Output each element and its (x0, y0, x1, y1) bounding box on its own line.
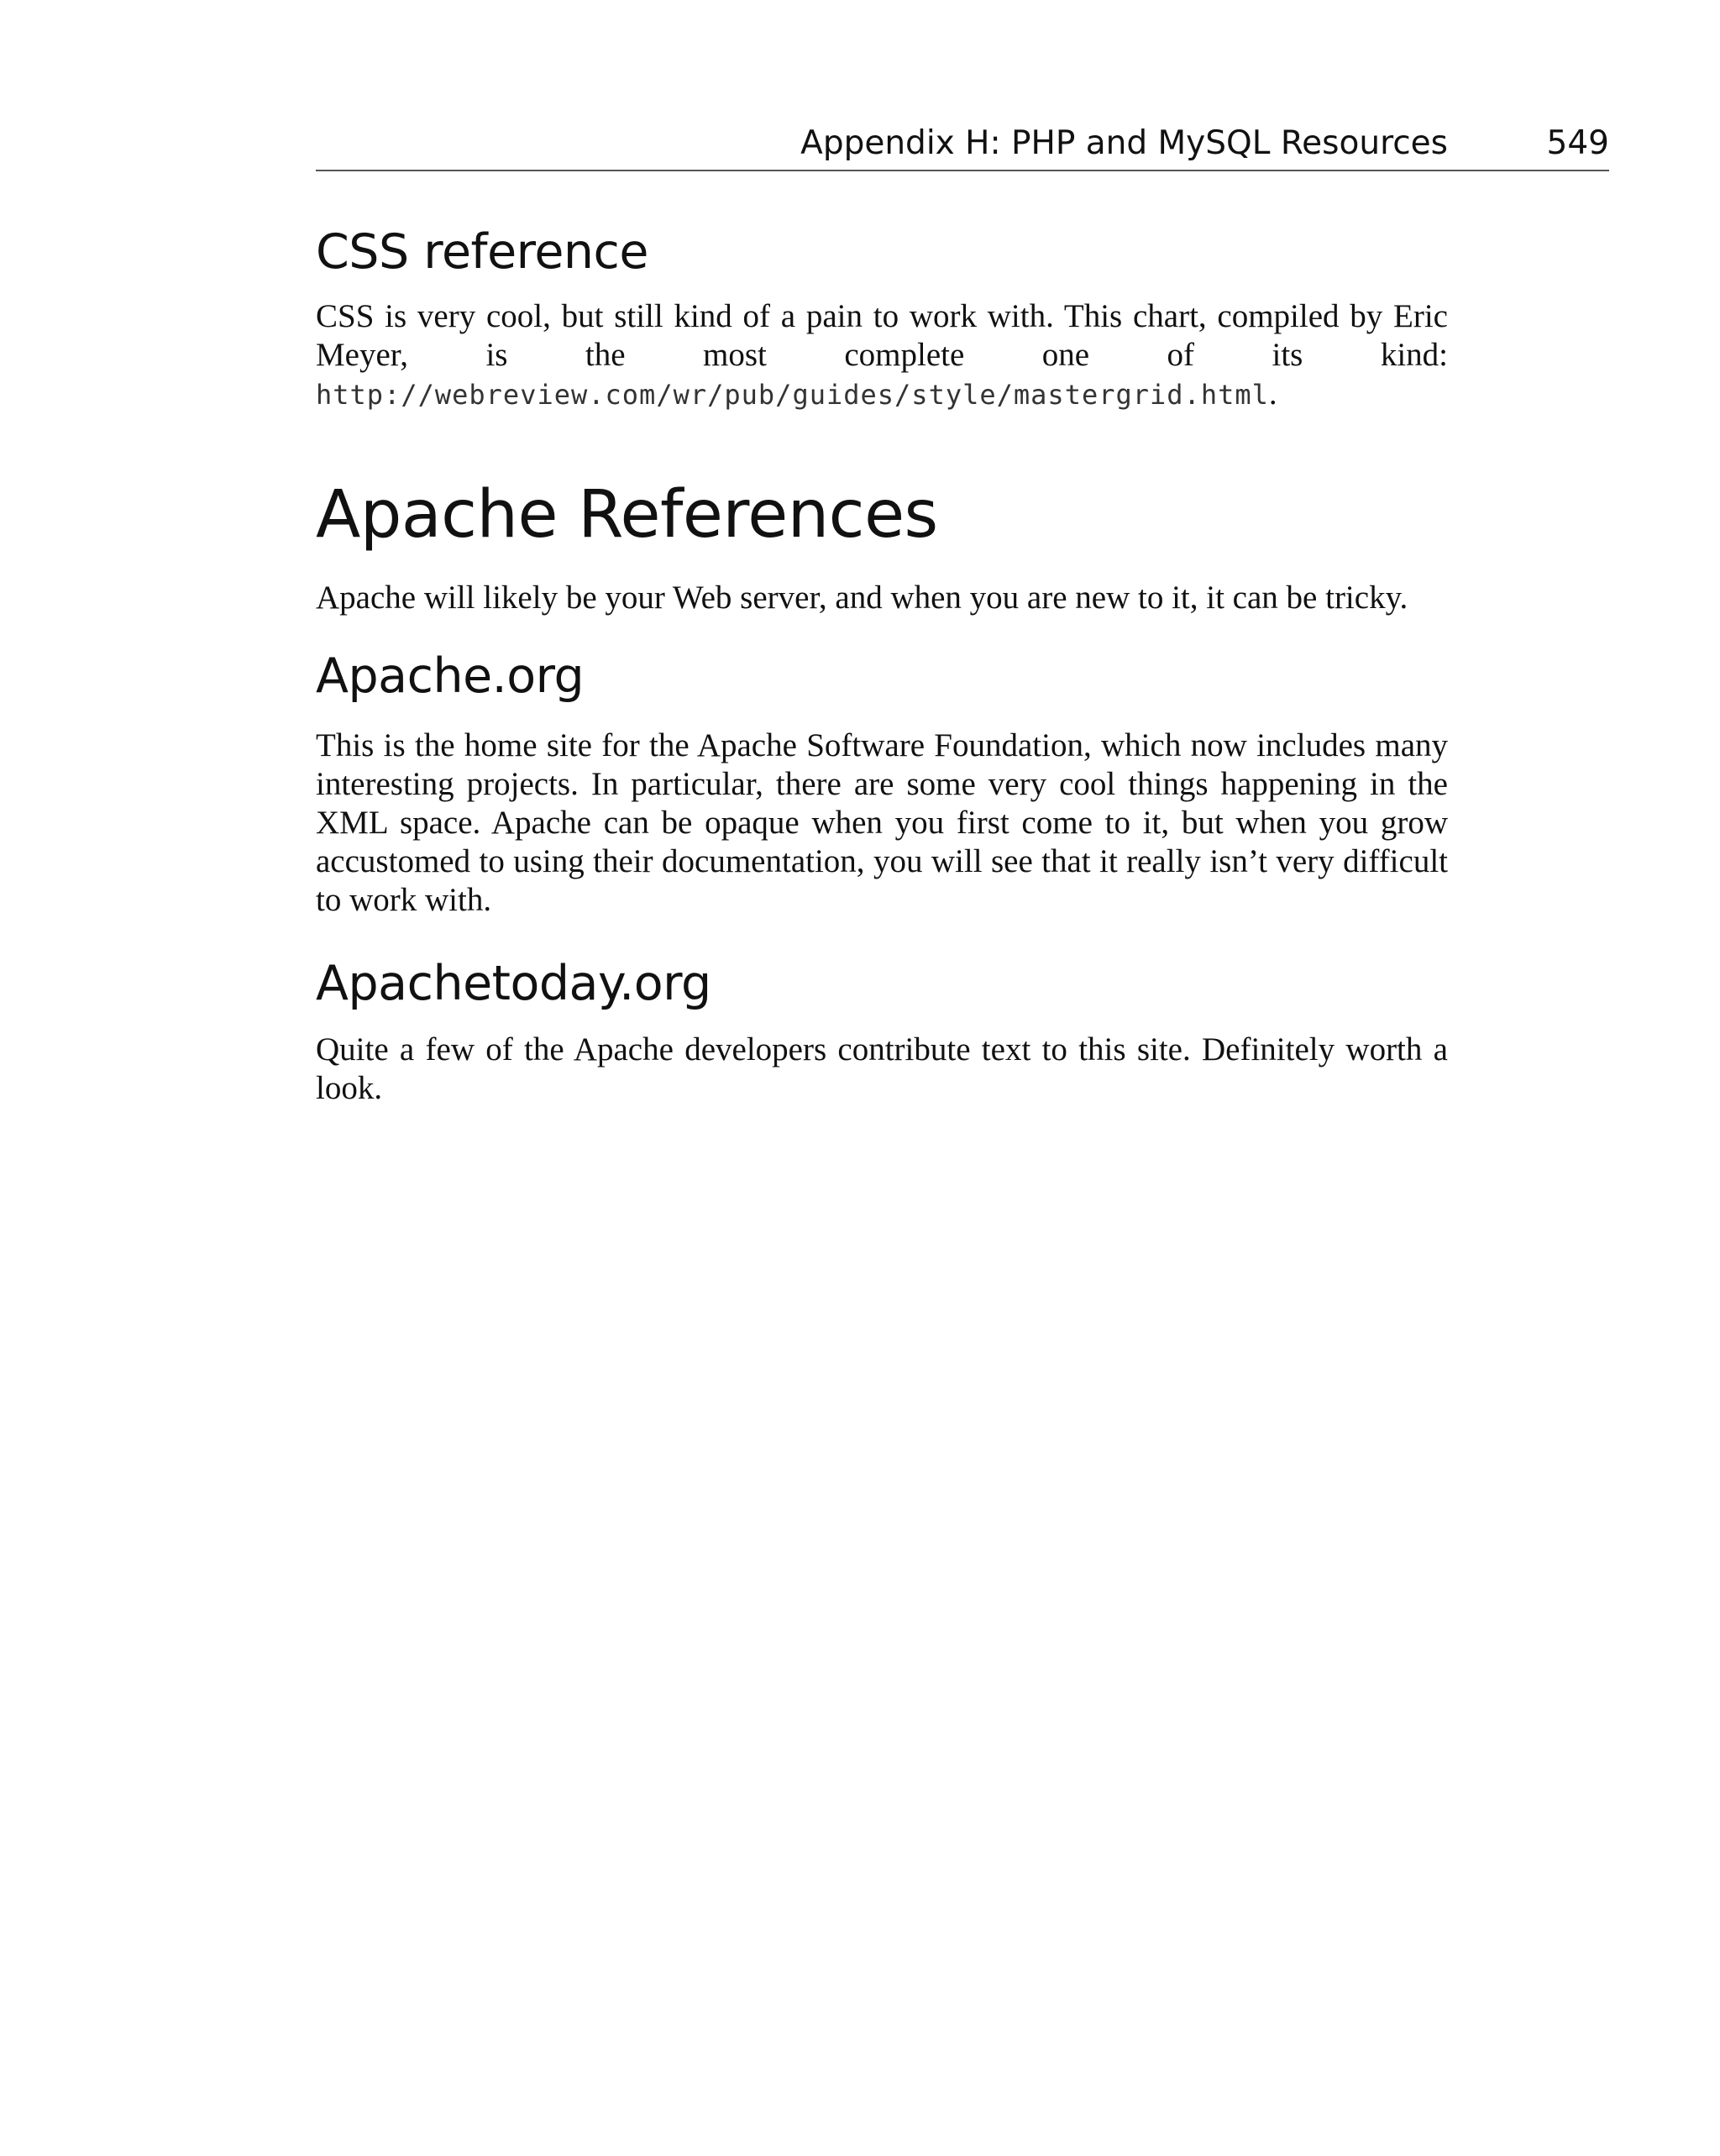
css-reference-heading: CSS reference (316, 224, 648, 280)
apachetoday-org-paragraph: Quite a few of the Apache developers contribute text to this site. Definitely worth a look. (316, 1031, 1448, 1106)
running-title: Appendix H: PHP and MySQL Resources (800, 124, 1448, 162)
page-number: 549 (1546, 124, 1609, 162)
apachetoday-org-heading: Apachetoday.org (316, 956, 711, 1011)
apache-org-heading: Apache.org (316, 648, 585, 704)
css-reference-text: CSS is very cool, but still kind of a pain to work with. This chart, compiled by Eric Meyer, is the most complete one of its kind: (316, 298, 1448, 373)
page-content (316, 220, 1448, 1108)
css-reference-paragraph (316, 297, 1448, 414)
apache-references-heading: Apache References (316, 477, 938, 553)
page-header (316, 118, 1609, 171)
css-reference-text-end: . (1268, 375, 1277, 412)
apache-org-paragraph: This is the home site for the Apache Software Foundation, which now includes many interesting projects. In particular, there are some very cool things happening in the XML space. Apache can be opaque when you first come to it, but when you grow accustomed to using their documentation, you will see that it really isn’t very difficult to work with. (316, 727, 1448, 918)
mastergrid-url-link[interactable]: http://webreview.com/wr/pub/guides/style/mastergrid.html (316, 379, 1269, 411)
apache-references-intro: Apache will likely be your Web server, and when you are new to it, it can be tricky. (316, 580, 1408, 616)
